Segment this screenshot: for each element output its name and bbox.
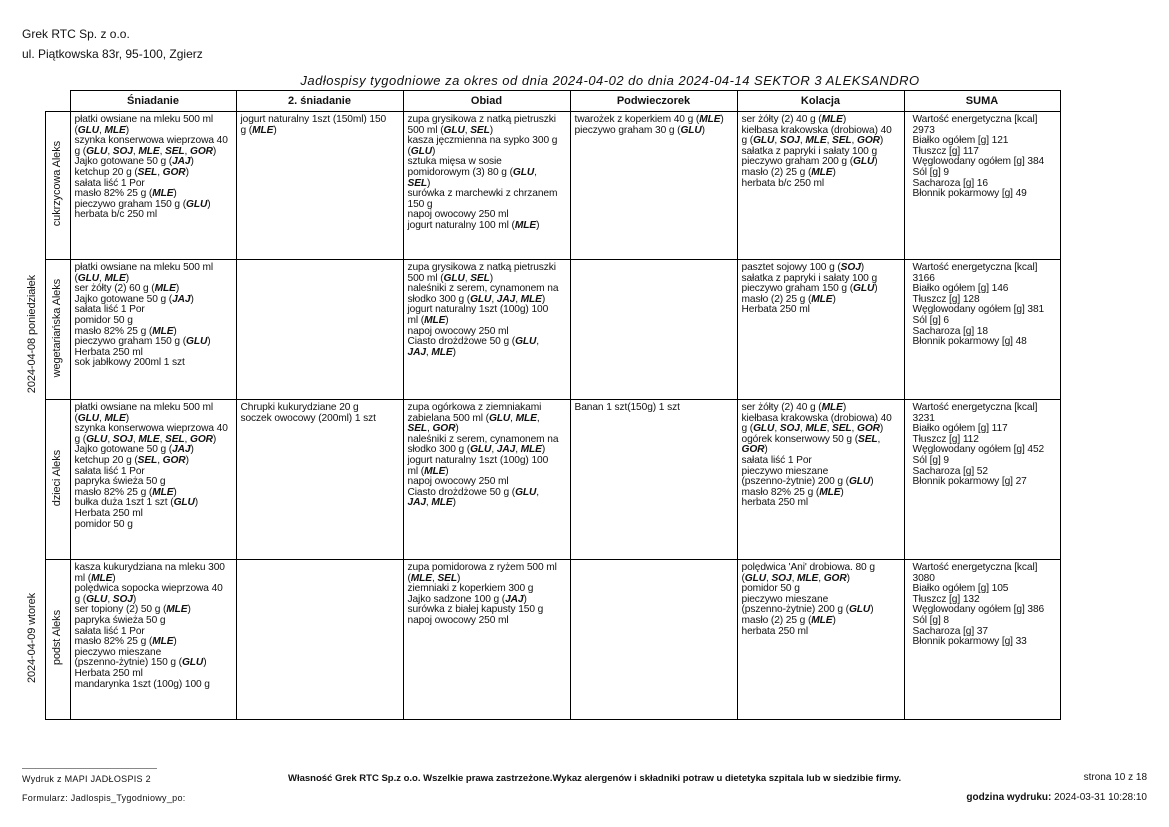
meal-podwieczorek xyxy=(570,560,737,720)
meal-podwieczorek xyxy=(570,260,737,400)
footer-ownership: Własność Grek RTC Sp.z o.o. Wszelkie prawa zastrzeżone.Wykaz alergenów i składniki potraw u dietetyka szpitala lub w siedzibie firmy. xyxy=(288,773,902,784)
day-date-cell xyxy=(20,112,45,560)
meal-podwieczorek: twarożek z koperkiem 40 g (MLE) pieczywo graham 30 g (GLU) xyxy=(570,112,737,260)
nutrition-summary: Wartość energetyczna [kcal] 2973 Białko ogółem [g] 121 Tłuszcz [g] 117 Węglowodany ogółem [g] 384 Sól [g] 9 Sacharoza [g] 16 Błonnik pokarmowy [g] 49 xyxy=(904,112,1060,260)
table-row xyxy=(20,260,1060,400)
company-block xyxy=(22,24,203,64)
document-title: Jadłospisy tygodniowe za okres od dnia 2024-04-02 do dnia 2024-04-14 SEKTOR 3 ALEKSANDRO xyxy=(300,73,920,88)
meal-drugie-sniadanie xyxy=(236,560,403,720)
meal-drugie-sniadanie: jogurt naturalny 1szt (150ml) 150 g (MLE) xyxy=(236,112,403,260)
nutrition-summary: Wartość energetyczna [kcal] 3080 Białko ogółem [g] 105 Tłuszcz [g] 132 Węglowodany ogółem [g] 386 Sól [g] 8 Sacharoza [g] 37 Błonnik pokarmowy [g] 33 xyxy=(904,560,1060,720)
diet-cell xyxy=(45,260,70,400)
footer-left xyxy=(22,770,186,808)
company-name: Grek RTC Sp. z o.o. xyxy=(22,27,130,41)
table-row xyxy=(20,560,1060,720)
meal-sniadanie: płatki owsiane na mleku 500 ml (GLU, MLE) szynka konserwowa wieprzowa 40 g (GLU, SOJ, MLE, SEL, GOR) Jajko gotowane 50 g (JAJ) ketchup 20 g (SEL, GOR) sałata liść 1 Por masło 82% 25 g (MLE) pieczywo graham 150 g (GLU) herbata b/c 250 ml xyxy=(70,112,236,260)
header-podwieczorek: Podwieczorek xyxy=(570,91,737,112)
day-date: 2024-04-08 poniedziałek xyxy=(25,274,38,393)
footer-printout: Wydruk z MAPI JADŁOSPIS 2 xyxy=(22,774,151,784)
meal-obiad: zupa pomidorowa z ryżem 500 ml (MLE, SEL) ziemniaki z koperkiem 300 g Jajko sadzone 100 g (JAJ) surówka z białej kapusty 150 g napoj owocowy 250 ml xyxy=(403,560,570,720)
diet-cell xyxy=(45,112,70,260)
meal-obiad: zupa grysikowa z natką pietruszki 500 ml (GLU, SEL) kasza jęczmienna na sypko 300 g (GLU) sztuka mięsa w sosie pomidorowym (3) 80 g (GLU, SEL) surówka z marchewki z chrzanem 150 g napoj owocowy 250 ml jogurt naturalny 100 ml (MLE) xyxy=(403,112,570,260)
print-time-label: godzina wydruku: xyxy=(966,792,1052,803)
print-time-value: 2024-03-31 10:28:10 xyxy=(1054,792,1147,803)
meal-drugie-sniadanie xyxy=(236,260,403,400)
header-drugie-sniadanie: 2. śniadanie xyxy=(236,91,403,112)
footer-page-number: strona 10 z 18 xyxy=(1083,772,1147,783)
footer-rule xyxy=(22,768,157,769)
footer-print-time xyxy=(966,792,1147,803)
nutrition-summary: Wartość energetyczna [kcal] 3166 Białko ogółem [g] 146 Tłuszcz [g] 128 Węglowodany ogółem [g] 381 Sól [g] 6 Sacharoza [g] 18 Błonnik pokarmowy [g] 48 xyxy=(904,260,1060,400)
diet-name: dzieci Aleks xyxy=(51,449,64,506)
diet-cell xyxy=(45,560,70,720)
diet-cell xyxy=(45,400,70,560)
weekly-menu-table xyxy=(20,90,1061,720)
company-address: ul. Piątkowska 83r, 95-100, Zgierz xyxy=(22,47,203,61)
header-kolacja: Kolacja xyxy=(737,91,904,112)
meal-sniadanie: kasza kukurydziana na mleku 300 ml (MLE) polędwica sopocka wieprzowa 40 g (GLU, SOJ) ser topiony (2) 50 g (MLE) papryka świeża 50 g sałata liść 1 Por masło 82% 25 g (MLE) pieczywo mieszane (pszenno-żytnie) 150 g (GLU) Herbata 250 ml mandarynka 1szt (100g) 100 g xyxy=(70,560,236,720)
header-blank-diet xyxy=(45,91,70,112)
meal-kolacja: ser żółty (2) 40 g (MLE) kiełbasa krakowska (drobiowa) 40 g (GLU, SOJ, MLE, SEL, GOR) ogórek konserwowy 50 g (SEL, GOR) sałata liść 1 Por pieczywo mieszane (pszenno-żytnie) 200 g (GLU) masło 82% 25 g (MLE) herbata 250 ml xyxy=(737,400,904,560)
diet-name: cukrzycowa Aleks xyxy=(51,141,64,227)
day-date: 2024-04-09 wtorek xyxy=(25,592,38,683)
day-date-cell xyxy=(20,560,45,720)
meal-kolacja: ser żółty (2) 40 g (MLE) kiełbasa krakowska (drobiowa) 40 g (GLU, SOJ, MLE, SEL, GOR) sałatka z papryki i sałaty 100 g pieczywo graham 200 g (GLU) masło (2) 25 g (MLE) herbata b/c 250 ml xyxy=(737,112,904,260)
meal-obiad: zupa ogórkowa z ziemniakami zabielana 500 ml (GLU, MLE, SEL, GOR) naleśniki z serem, cynamonem na słodko 300 g (GLU, JAJ, MLE) jogurt naturalny 1szt (100g) 100 ml (MLE) napoj owocowy 250 ml Ciasto drożdżowe 50 g (GLU, JAJ, MLE) xyxy=(403,400,570,560)
table-row xyxy=(20,112,1060,260)
diet-name: podst Aleks xyxy=(51,610,64,666)
header-sniadanie: Śniadanie xyxy=(70,91,236,112)
meal-kolacja: polędwica 'Ani' drobiowa. 80 g (GLU, SOJ, MLE, GOR) pomidor 50 g pieczywo mieszane (pszenno-żytnie) 200 g (GLU) masło (2) 25 g (MLE) herbata 250 ml xyxy=(737,560,904,720)
meal-podwieczorek: Banan 1 szt(150g) 1 szt xyxy=(570,400,737,560)
header-blank-date xyxy=(20,91,45,112)
meal-kolacja: pasztet sojowy 100 g (SOJ) sałatka z papryki i sałaty 100 g pieczywo graham 150 g (GLU) masło (2) 25 g (MLE) Herbata 250 ml xyxy=(737,260,904,400)
nutrition-summary: Wartość energetyczna [kcal] 3231 Białko ogółem [g] 117 Tłuszcz [g] 112 Węglowodany ogółem [g] 452 Sól [g] 9 Sacharoza [g] 52 Błonnik pokarmowy [g] 27 xyxy=(904,400,1060,560)
diet-name: wegetariańska Aleks xyxy=(51,278,64,377)
meal-drugie-sniadanie: Chrupki kukurydziane 20 g soczek owocowy (200ml) 1 szt xyxy=(236,400,403,560)
header-obiad: Obiad xyxy=(403,91,570,112)
meal-sniadanie: płatki owsiane na mleku 500 ml (GLU, MLE) ser żółty (2) 60 g (MLE) Jajko gotowane 50 g (JAJ) sałata liść 1 Por pomidor 50 g masło 82% 25 g (MLE) pieczywo graham 150 g (GLU) Herbata 250 ml sok jabłkowy 200ml 1 szt xyxy=(70,260,236,400)
table-header-row xyxy=(20,91,1060,112)
table-row xyxy=(20,400,1060,560)
footer-form: Formularz: Jadlospis_Tygodniowy_po: xyxy=(22,793,186,803)
meal-obiad: zupa grysikowa z natką pietruszki 500 ml (GLU, SEL) naleśniki z serem, cynamonem na słodko 300 g (GLU, JAJ, MLE) jogurt naturalny 1szt (100g) 100 ml (MLE) napoj owocowy 250 ml Ciasto drożdżowe 50 g (GLU, JAJ, MLE) xyxy=(403,260,570,400)
meal-sniadanie: płatki owsiane na mleku 500 ml (GLU, MLE) szynka konserwowa wieprzowa 40 g (GLU, SOJ, MLE, SEL, GOR) Jajko gotowane 50 g (JAJ) ketchup 20 g (SEL, GOR) sałata liść 1 Por papryka świeża 50 g masło 82% 25 g (MLE) bułka duża 1szt 1 szt (GLU) Herbata 250 ml pomidor 50 g xyxy=(70,400,236,560)
header-suma: SUMA xyxy=(904,91,1060,112)
